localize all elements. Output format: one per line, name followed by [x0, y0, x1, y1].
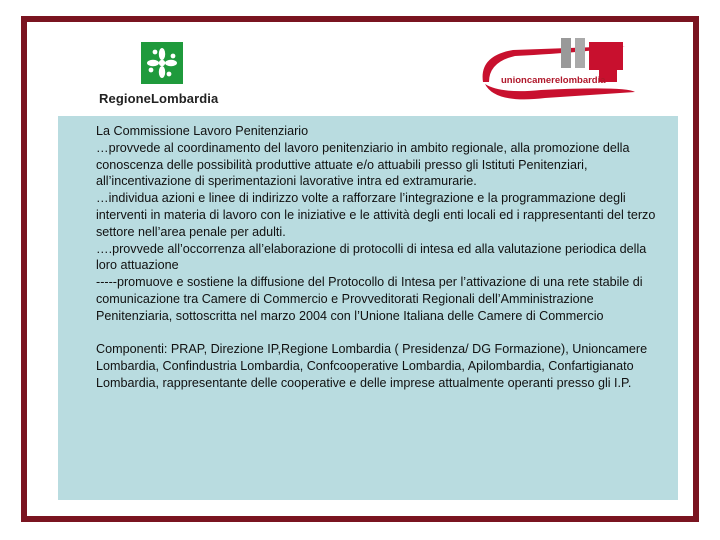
- content-panel: [58, 116, 678, 500]
- unioncamere-lombardia-logo: [475, 38, 645, 108]
- unioncamere-wordmark: unioncamerelombardia: [501, 75, 606, 86]
- regione-lombardia-wordmark: RegioneLombardia: [99, 91, 219, 106]
- paragraph-2: …individua azioni e linee di indirizzo volte a rafforzare l’integrazione e la programmazione degli interventi in materia di lavoro con le iniziative e le attività degli enti locali ed i rappresentanti del terzo settore nell’area penale per adulti.: [96, 191, 656, 239]
- slide-frame: [21, 16, 699, 522]
- paragraph-1: …provvede al coordinamento del lavoro penitenziario in ambito regionale, alla promozione della conoscenza delle possibilità produttive attuate e/o attuabili presso gli Istituti Penitenziari, all’incentivazione di sperimentazioni lavorative intra ed extramurarie.: [96, 140, 630, 189]
- body-text: [96, 123, 668, 392]
- regione-lombardia-cross-icon: [141, 42, 183, 84]
- paragraph-3: ….provvede all’occorrenza all’elaborazione di protocolli di intesa ed alla valutazione periodica della loro attuazione: [96, 241, 647, 273]
- paragraph-components: Componenti: PRAP, Direzione IP,Regione Lombardia ( Presidenza/ DG Formazione), Unioncamere Lombardia, Confindustria Lombardia, Confcooperative Lombardia, Apilombardia, Confartigianato Lombardia, rappresentante delle cooperative e delle imprese attualmente operanti presso gli I.P.: [96, 342, 648, 390]
- paragraph-title: La Commissione Lavoro Penitenziario: [96, 124, 309, 138]
- paragraph-4: -----promuove e sostiene la diffusione del Protocollo di Intesa per l’attivazione di una rete stabile di comunicazione tra Camere di Commercio e Provveditorati Regionali dell’Amministrazione Penitenziaria, sottoscritta nel marzo 2004 con l’Unione Italiana delle Camere di Commercio: [96, 275, 643, 323]
- paragraph-spacer: [96, 325, 668, 342]
- regione-lombardia-logo: [99, 42, 229, 112]
